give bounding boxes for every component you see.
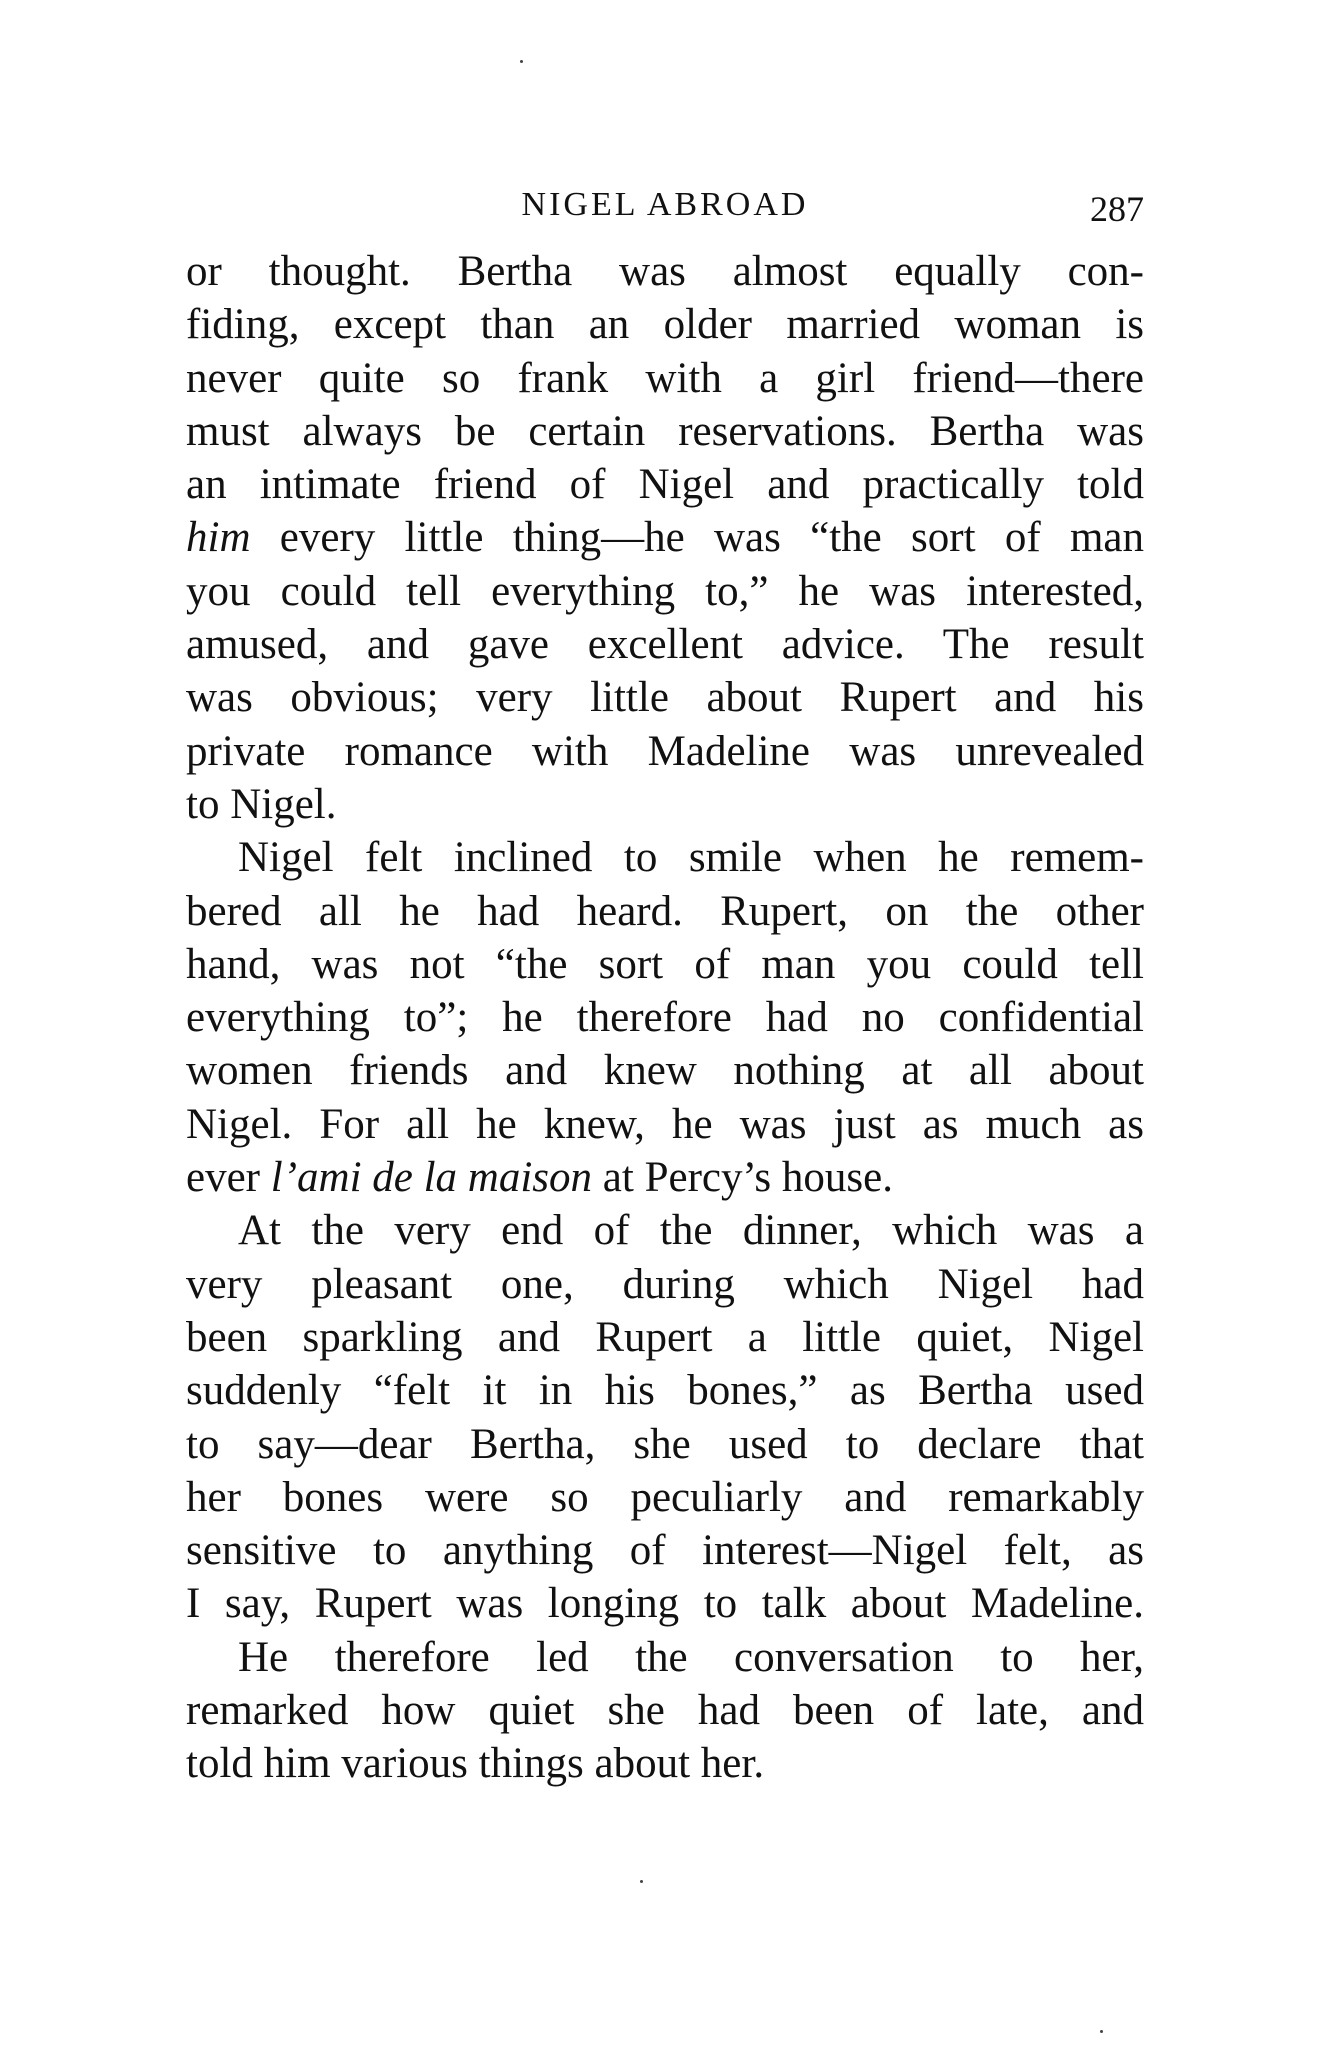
text-line: hand, was not “the sort of man you could tell: [186, 940, 1144, 988]
scan-speck: [1100, 2030, 1103, 2033]
text-line: told him various things about her.: [186, 1740, 765, 1788]
paragraph-3: [186, 1204, 1144, 1630]
text-line: everything to”; he therefore had no confidential: [186, 994, 1144, 1042]
text-line: fiding, except than an older married woman is: [186, 301, 1144, 349]
text-line: to say—dear Bertha, she used to declare that: [186, 1420, 1144, 1468]
text-line: never quite so frank with a girl friend—there: [186, 354, 1144, 402]
text-line: you could tell everything to,” he was interested,: [186, 567, 1144, 615]
text-line: suddenly “felt it in his bones,” as Bertha used: [186, 1367, 1144, 1415]
page-number: 287: [1090, 189, 1144, 229]
scan-speck: [640, 1880, 643, 1883]
text-line: an intimate friend of Nigel and practically told: [186, 461, 1144, 509]
running-head: NIGEL ABROAD: [521, 186, 809, 223]
text-line: He therefore led the conversation to her,: [238, 1633, 1144, 1681]
paragraph-1: [186, 245, 1144, 831]
text-line: very pleasant one, during which Nigel had: [186, 1260, 1144, 1308]
text-line: I say, Rupert was longing to talk about Madeline.: [186, 1580, 1144, 1628]
text-line: women friends and knew nothing at all about: [186, 1047, 1144, 1095]
text-line: or thought. Bertha was almost equally con-: [186, 248, 1144, 295]
text-line: Nigel felt inclined to smile when he remem-: [238, 834, 1144, 882]
text-line: bered all he had heard. Rupert, on the other: [186, 887, 1144, 935]
page-header: [186, 186, 1144, 236]
text-line: been sparkling and Rupert a little quiet, Nigel: [186, 1313, 1144, 1361]
text-line: must always be certain reservations. Bertha was: [186, 407, 1144, 455]
text-line: him every little thing—he was “the sort of man: [186, 514, 1144, 562]
text-line: her bones were so peculiarly and remarkably: [186, 1473, 1144, 1521]
paragraph-4: [186, 1631, 1144, 1791]
text-line: to Nigel.: [186, 780, 337, 828]
body-text: [186, 245, 1144, 1791]
text-line: At the very end of the dinner, which was a: [238, 1207, 1144, 1255]
text-line: amused, and gave excellent advice. The result: [186, 621, 1144, 669]
text-line: private romance with Madeline was unrevealed: [186, 727, 1144, 775]
text-line: sensitive to anything of interest—Nigel felt, as: [186, 1527, 1144, 1575]
text-line: ever l’ami de la maison at Percy’s house.: [186, 1154, 893, 1202]
text-line: was obvious; very little about Rupert and his: [186, 674, 1144, 722]
text-line: Nigel. For all he knew, he was just as much as: [186, 1100, 1144, 1148]
paragraph-2: [186, 831, 1144, 1204]
text-line: remarked how quiet she had been of late, and: [186, 1687, 1144, 1735]
scan-speck: [520, 60, 523, 63]
